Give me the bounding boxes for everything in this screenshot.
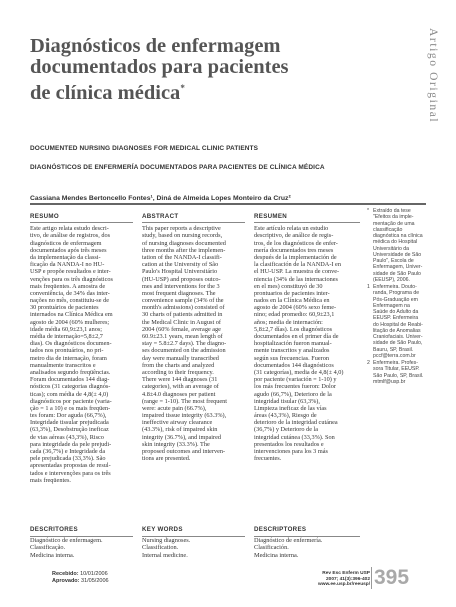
- abstract-heading: ABSTRACT: [142, 213, 179, 220]
- submission-dates: [52, 571, 109, 584]
- keyword: Medicina interna.: [254, 551, 299, 559]
- keyword: Diagnóstico de enfermagem.: [30, 536, 103, 544]
- note-thesis: * Extraído da tese "Efeitos da imple- mentação de uma classificação diagnóstica na clínica médica do Hospital Universitário da Universidade de São Paulo", Escola de Enfermagem, Univer- sidade de São Paulo (EEUSP), 2006.: [367, 208, 423, 283]
- heading-rule: [142, 222, 245, 223]
- keywords-heading: DESCRITORES: [30, 526, 78, 533]
- header-rule: [30, 203, 426, 205]
- journal-volume: 2007; 41(3):396-402: [325, 576, 370, 582]
- alt-title-english: DOCUMENTED NURSING DIAGNOSES FOR MEDICAL CLINIC PATIENTS: [30, 145, 259, 152]
- abstract-portuguese: [30, 210, 133, 484]
- received-date: Recebido: 10/01/2006: [52, 571, 108, 577]
- heading-rule: [30, 222, 133, 223]
- abstract-text: Este artigo relata estudo descri- tivo, de análise de registros, dos diagnósticos de enfermagem documentados após três meses da implementação da classi- ficação da NANDA-I no HU- USP e propõe resultados e inter- venções para os três diagnósticos mais freqüentes. A amostra de conveniência, de 34% das inter- nações no mês, constituiu-se de 30 prontuários de pacientes internados na Clínica Médica em agosto de 2004 (60% mulheres; idade média 60,9±23,1 anos; média de internação=5,8±2,7 dias). Os diagnósticos documen- tados nos prontuários, no pri- meiro dia de internação, foram manualmente transcritos e analisados segundo freqüências. Foram documentados 144 diag- nósticos (31 categorias diagnós- ticas); com média de 4,8(± 4,0) diagnósticos por paciente (varia- ção = 1 a 10) e os mais freqüen- tes foram: Dor aguda (66,7%), Integridade tissular prejudicada (63,3%), Desobstrução ineficaz de vias aéreas (43,3%), Risco para integridade da pele prejudi- cada (36,7%) e Integridade da pele prejudicada (33,3%). São apresentadas propostas de resul- tados e intervenções para os três mais freqüentes.: [30, 225, 113, 484]
- keywords-heading: DESCRIPTORES: [254, 526, 307, 533]
- note-author-2: 2 Enfermeira. Profes- sora Titular, EEUSP. São Paulo, SP, Brasil. mtmlf@usp.br: [367, 360, 424, 385]
- section-label: Artigo Original: [427, 28, 439, 124]
- page-number: 395: [374, 566, 410, 589]
- abstract-text: Este artículo relata un estudio descriptivo, de análice de regis- tros, de los diagnósticos de enfer- mería documentados tres meses después de la implementación de la clasificación de la NANDA-I en el HU-USP. La muestra de conve- niencia (34% de las internaciones en el mes) constituyó de 30 prontuarios de pacientes inter- nados en la Clínica Médica en agosto de 2004 (60% sexo feme- nino; edad promedio: 60,9±23,1 años; media de internación: 5,8±2,7 días). Los diagnósticos documentados en el primer día de hospitalización fueron manual- mente transcritos y analizados según sus frecuencias. Fueron documentados 144 diagnósticos (31 categorías), media de 4,8(± 4,0) por paciente (variación = 1-10) y los más frecuentes fueron: Dolor agudo (66,7%), Deterioro de la integridad tisular (63,3%), Limpieza ineficaz de las vías áreas (43,3%), Riesgo de deterioro de la integridad cutánea (36,7%) y Deterioro de la integridad cutánea (33,3%). Son presentados los resultados e intervenciones para los 3 más frecuentes.: [254, 225, 344, 463]
- keyword: Nursing diagnoses.: [142, 536, 191, 544]
- heading-rule: [254, 222, 360, 223]
- journal-citation: [318, 571, 370, 588]
- abstract-english: [142, 210, 245, 462]
- abstract-heading: RESUMO: [30, 213, 59, 220]
- journal-url: www.ee.usp.br/reeusp/: [318, 582, 371, 588]
- keywords-heading: KEY WORDS: [142, 526, 183, 533]
- keyword: Classification.: [142, 544, 179, 551]
- abstract-spanish: [254, 210, 360, 462]
- keywords-portuguese: [30, 523, 133, 559]
- keywords-english: [142, 523, 245, 559]
- footer-divider: [371, 567, 372, 589]
- approved-date: Aprovado: 31/05/2006: [52, 577, 109, 584]
- alt-title-spanish: DIAGNÓSTICOS DE ENFERMERÍA DOCUMENTADOS PARA PACIENTES DE CLÍNICA MÉDICA: [30, 164, 325, 171]
- keyword: Internal medicine.: [142, 551, 188, 559]
- journal-name: Rev Esc Enferm USP: [322, 571, 370, 576]
- keyword: Classificação.: [30, 544, 66, 551]
- keyword: Diagnóstico de enfermería.: [254, 536, 323, 544]
- keyword: Medicina interna.: [30, 551, 75, 559]
- note-author-1: 1 Enfermeira. Douto- randa, Programa de Pós-Graduação em Enfermagem na Saúde do Adulto da EEUSP. Enfermeira do Hospital de Reabi- litação de Anomalias Craniofaciais. Univer- sidade de São Paulo, Bauru, SP, Brasil. pccf@terra.com.br: [367, 284, 423, 359]
- author-notes: [367, 208, 433, 386]
- authors-line: Cassiana Mendes Bertoncello Fontes¹, Diná de Almeida Lopes Monteiro da Cruz²: [30, 195, 291, 202]
- keyword: Clasificación.: [254, 544, 289, 551]
- title-footnote-mark: *: [180, 83, 185, 93]
- abstract-text: This paper reports a descriptive study, based on nursing records, of nursing diagnoses documented three months after the implemen- tation of the NANDA-I classifi- cation at the University of São Paulo's Hospital Universitário (HU-USP) and proposes outco- mes and interventions for the 3 most frequent diagnoses. The convenience sample (34% of the month's admissions) consisted of 30 charts of patients admitted in the Medical Clinic in August of 2004 (60% female, average age 60.9±23.1 years, mean length of stay = 5.8±2.7 days). The diagno- ses documented on the admission day were manually transcribed from the charts and analyzed according to their frequency. There were 144 diagnoses (31 categories), with an average of 4.8±4.0 diagnoses per patient (range = 1-10). The most frequent were: acute pain (66.7%), impaired tissue integrity (63.3%), ineffective airway clearance (43.3%), risk of impaired skin integrity (36.7%), and impaired skin integrity (33.3%). The proposed outcomes and interven- tions are presented.: [142, 225, 227, 463]
- keywords-spanish: [254, 523, 360, 559]
- article-title: Diagnósticos de enfermagem documentados para pacientes de clínica médica*: [30, 35, 289, 104]
- abstract-heading: RESUMEN: [254, 213, 288, 220]
